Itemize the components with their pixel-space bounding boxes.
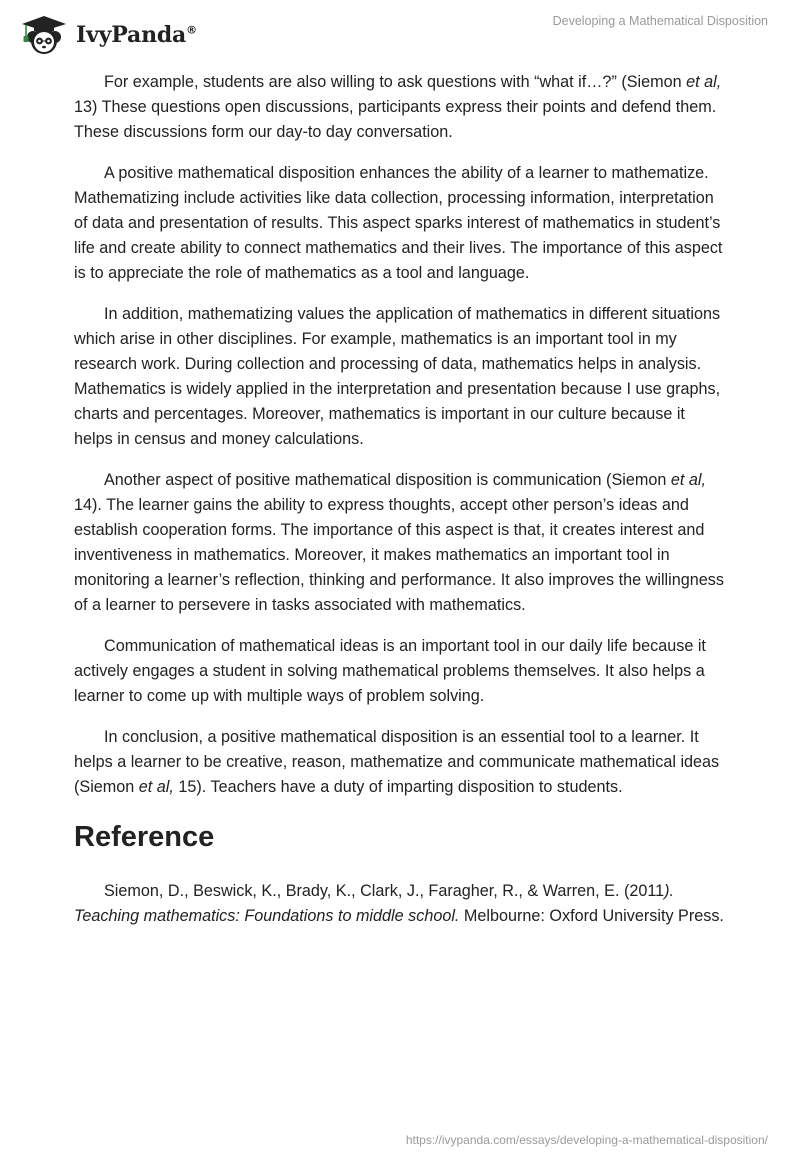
citation-et-al: et al, (686, 73, 722, 91)
citation-et-al: et al, (670, 471, 706, 489)
brand-logo[interactable] (16, 10, 197, 56)
essay-content (74, 70, 728, 945)
source-url[interactable]: https://ivypanda.com/essays/developing-a-mathematical-disposition/ (405, 1133, 768, 1147)
paragraph-3: In addition, mathematizing values the application of mathematics in different situations which arise in other disciplines. For example, mathematics is an important tool in my research work. During collection and processing of data, mathematics helps in analysis. Mathematics is widely applied in the interpretation and presentation because I use graphs, charts and percentages. Moreover, mathematics is important in our culture because it helps in census and money calculations. (74, 305, 721, 448)
page-header (0, 0, 800, 60)
paragraph-6: In conclusion, a positive mathematical disposition is an essential tool to a learner. It helps a learner to be creative, reason, mathematize and communicate mathematical ideas (Siemon et al, 15). Teachers have a duty of imparting disposition to students. (74, 728, 720, 796)
citation-et-al: et al, (138, 778, 174, 796)
registered-mark: ® (186, 23, 197, 37)
reference-entry: Siemon, D., Beswick, K., Brady, K., Clark, J., Faragher, R., & Warren, E. (2011). Teaching mathematics: Foundations to middle school. Melbourne: Oxford University Press. (74, 882, 724, 925)
reference-heading: Reference (74, 821, 215, 853)
paragraph-5: Communication of mathematical ideas is an important tool in our daily life because it actively engages a student in solving mathematical problems themselves. It also helps a learner to come up with multiple ways of problem solving. (74, 637, 706, 705)
brand-name: IvyPanda® (76, 22, 197, 48)
paragraph-1: For example, students are also willing to ask questions with “what if…?” (Siemon et al, 13) These questions open discussions, participants express their points and defend them. These discussions form our day-to day conversation. (74, 73, 722, 141)
reference-title: ). Teaching mathematics: Foundations to middle school. (74, 882, 675, 925)
paragraph-2: A positive mathematical disposition enhances the ability of a learner to mathematize. Mathematizing include activities like data collection, processing information, interpretation of data and presentation of results. This aspect sparks interest of mathematics in student’s life and create ability to connect mathematics and their lives. The importance of this aspect is to appreciate the role of mathematics as a tool and language. (74, 164, 723, 282)
paragraph-4: Another aspect of positive mathematical disposition is communication (Siemon et al, 14). The learner gains the ability to express thoughts, accept other person’s ideas and establish cooperation forms. The importance of this aspect is that, it creates interest and inventiveness in mathematics. Moreover, it makes mathematics an important tool in monitoring a learner’s reflection, thinking and performance. It also improves the willingness of a learner to persevere in tasks associated with mathematics. (74, 471, 724, 614)
document-title: Developing a Mathematical Disposition (552, 14, 768, 28)
panda-graduation-cap-icon (16, 10, 72, 56)
